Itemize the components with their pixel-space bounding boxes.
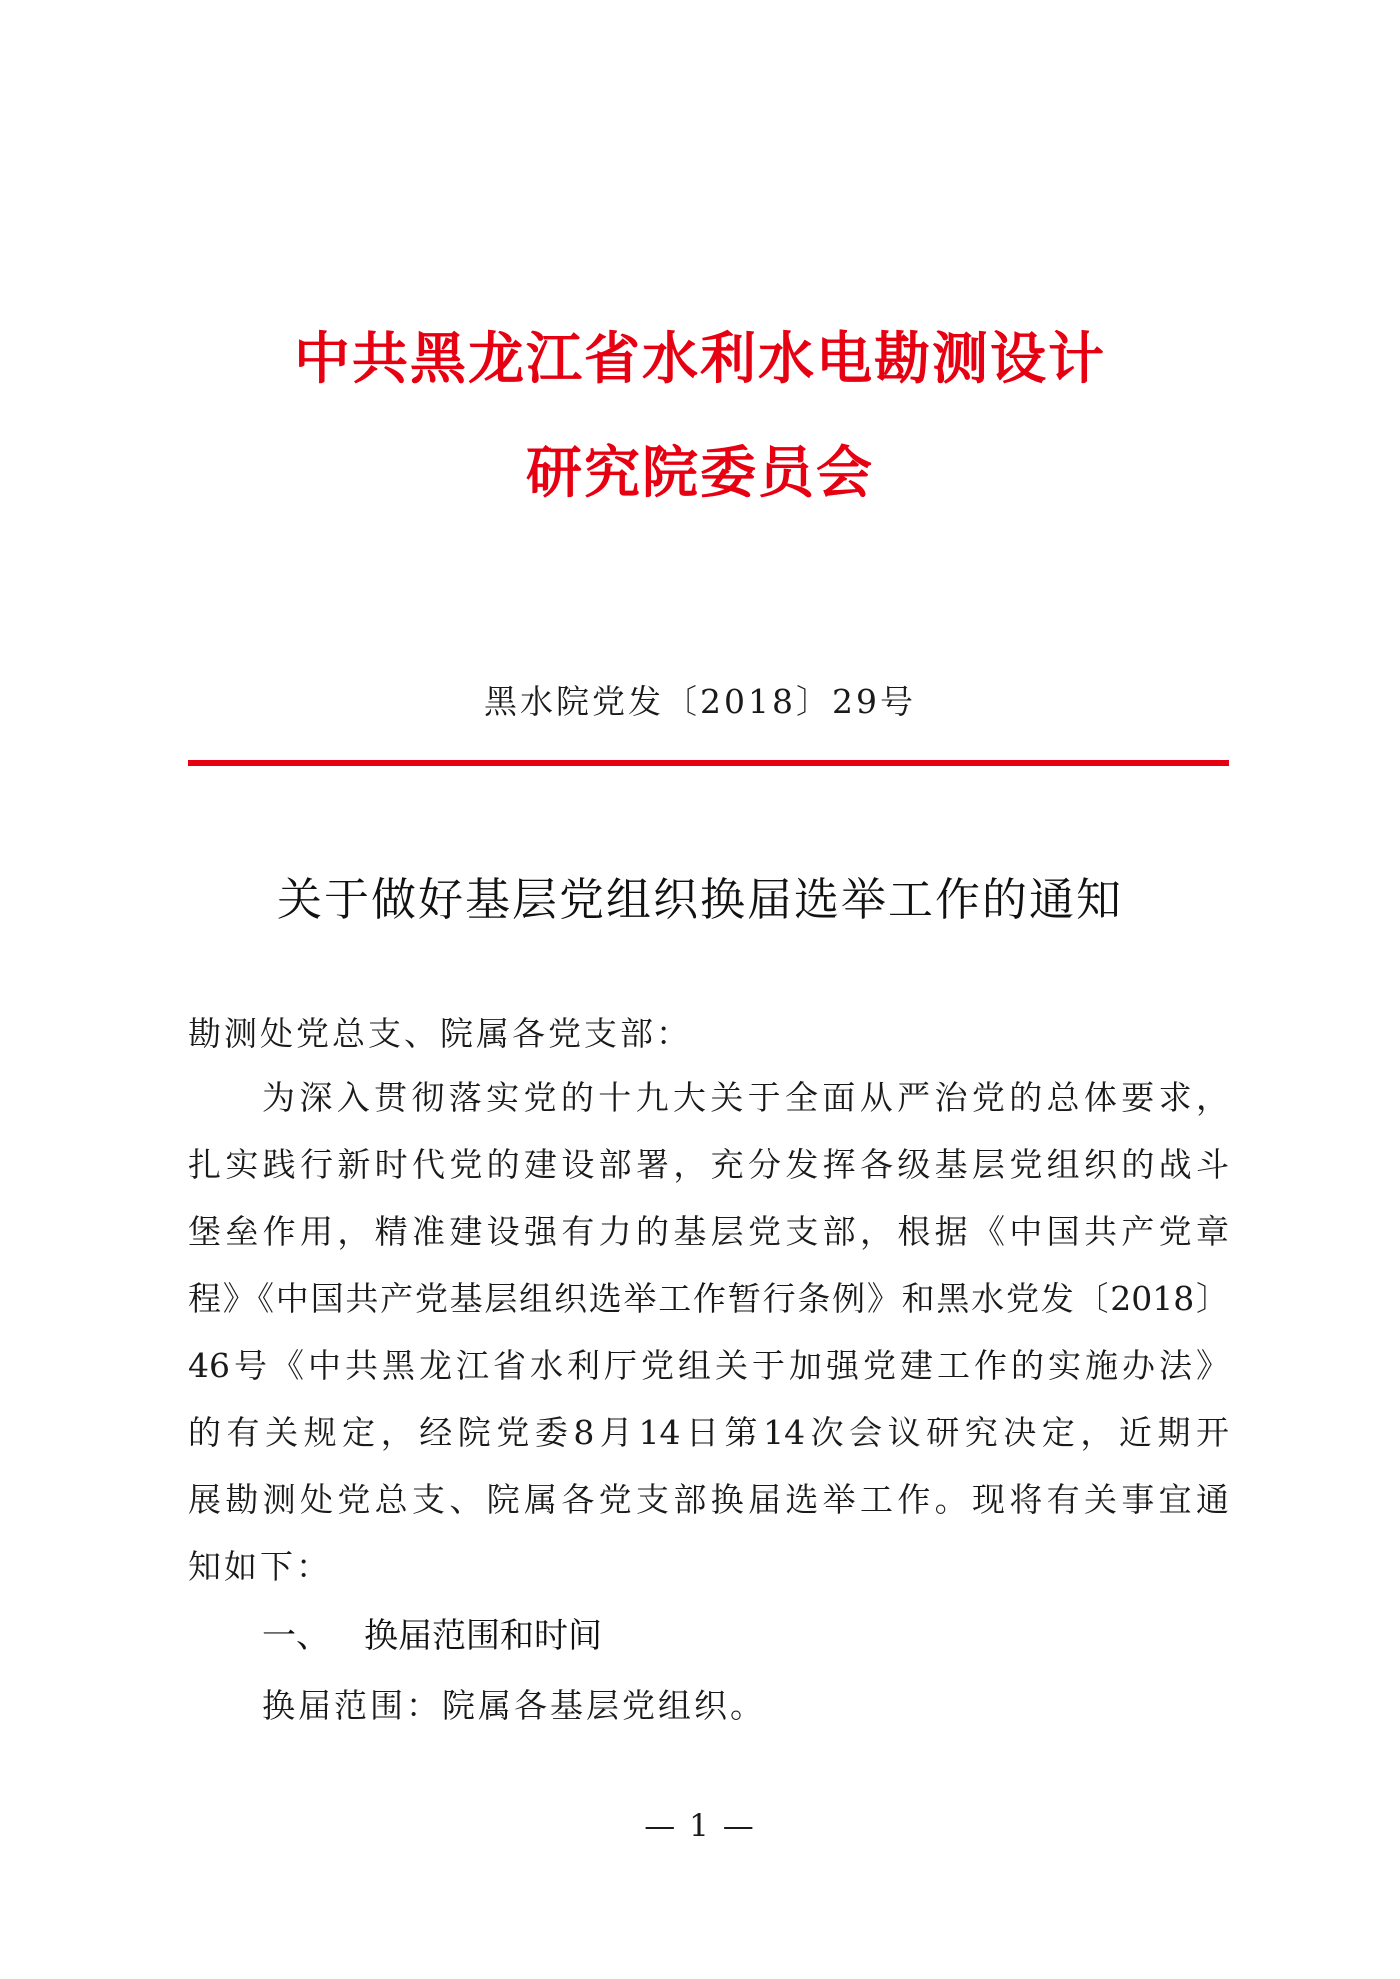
paragraph-line: 知如下：: [188, 1547, 332, 1586]
paragraph-line: 扎实践行新时代党的建设部署，充分发挥各级基层党组织的战斗: [188, 1145, 1229, 1184]
paragraph-line: 为深入贯彻落实党的十九大关于全面从严治党的总体要求，: [262, 1078, 1229, 1117]
paragraph-line: 的有关规定，经院党委8月14日第14次会议研究决定，近期开: [188, 1413, 1229, 1452]
notice-title: 关于做好基层党组织换届选举工作的通知: [276, 873, 1123, 926]
page-number: — 1 —: [644, 1808, 756, 1844]
section-heading-text: 换届范围和时间: [364, 1616, 602, 1656]
scope-line: 换届范围：院属各基层党组织。: [262, 1686, 766, 1725]
paragraph-line: 展勘测处党总支、院属各党支部换届选举工作。现将有关事宜通: [188, 1480, 1229, 1519]
document-number: 黑水院党发〔2018〕29号: [484, 682, 916, 721]
issuer-title-line-1: 中共黑龙江省水利水电勘测设计: [294, 327, 1106, 392]
section-heading-1: [262, 1608, 602, 1657]
salutation: 勘测处党总支、院属各党支部：: [188, 1014, 692, 1053]
section-number: 一、: [262, 1616, 330, 1656]
red-divider-line: [188, 760, 1229, 766]
paragraph-line: 46号《中共黑龙江省水利厅党组关于加强党建工作的实施办法》: [188, 1346, 1229, 1385]
paragraph-line: 程》《中国共产党基层组织选举工作暂行条例》和黑水党发〔2018〕: [188, 1279, 1229, 1318]
paragraph-line: 堡垒作用，精准建设强有力的基层党支部，根据《中国共产党章: [188, 1212, 1229, 1251]
issuer-title-line-2: 研究院委员会: [526, 441, 874, 506]
